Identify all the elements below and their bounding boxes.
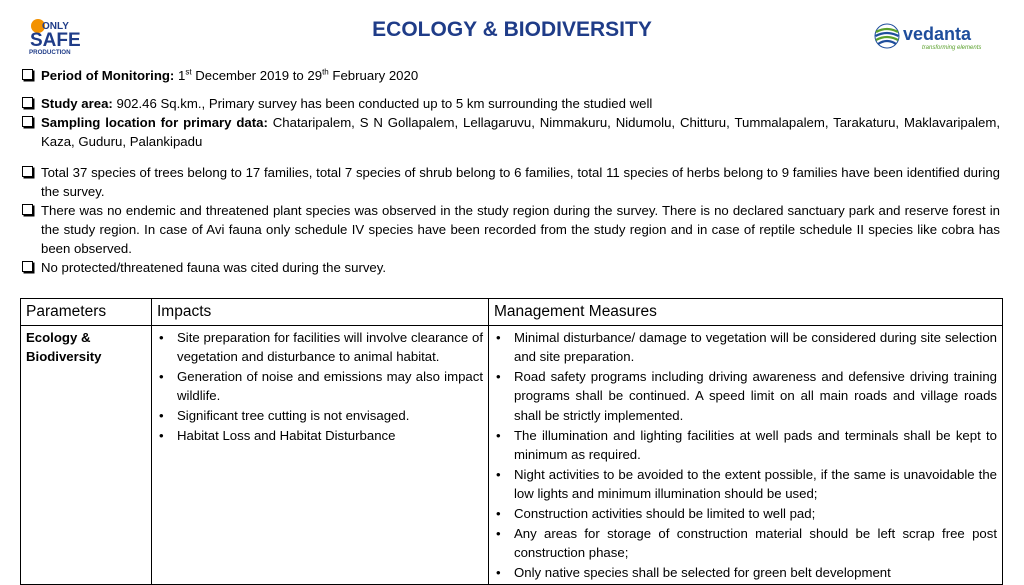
bullet-sampling-location — [22, 113, 1000, 151]
checkbox-bullet-icon — [22, 261, 33, 272]
measures-list — [494, 328, 997, 583]
measures-cell — [489, 325, 1003, 585]
header-parameters: Parameters — [21, 299, 152, 326]
period-start-day: 1 — [178, 68, 186, 83]
bullet-fauna — [22, 258, 1000, 277]
fauna-text: No protected/threatened fauna was cited during the survey. — [41, 260, 387, 275]
checkbox-bullet-icon — [22, 97, 33, 108]
measure-item: • Construction activities should be limited to well pad; — [494, 504, 997, 524]
period-middle: December 2019 to 29 — [191, 68, 323, 83]
vedanta-logo-graphic — [874, 22, 1004, 52]
measure-item: • Only native species shall be selected for green belt development — [494, 563, 997, 583]
measure-item: • Any areas for storage of construction material should be left scrap free post construction phase; — [494, 524, 997, 563]
header-impacts: Impacts — [152, 299, 489, 326]
measure-item: • Minimal disturbance/ damage to vegetation will be considered during site selection and site preparation. — [494, 328, 997, 367]
checkbox-bullet-icon — [22, 69, 33, 80]
sampling-label: Sampling location for primary data: — [41, 115, 268, 130]
bullet-species — [22, 163, 1000, 201]
impacts-list — [157, 328, 483, 446]
checkbox-bullet-icon — [22, 204, 33, 215]
measure-item: • Road safety programs including driving awareness and defensive driving training programs shall be continued. A speed limit on all main roads and village roads shall be strictly implemented. — [494, 367, 997, 426]
impacts-table — [20, 298, 1003, 585]
header-management-measures: Management Measures — [489, 299, 1003, 326]
vedanta-tagline: transforming elements — [922, 45, 982, 51]
period-label: Period of Monitoring: — [41, 68, 175, 83]
study-area-text: 902.46 Sq.km., Primary survey has been conducted up to 5 km surrounding the studied well — [112, 96, 653, 111]
vedanta-logo — [874, 22, 1004, 52]
summary-bullets — [22, 66, 1000, 277]
endemic-text: There was no endemic and threatened plant species was observed in the study region during the survey. There is no declared sanctuary park and reserve forest in the study region. In case of Avi fauna only schedule IV species have been recorded from the study region and in case of reptile schedule II species like cobra has been observed. — [41, 203, 1000, 256]
bullet-period — [22, 66, 1000, 85]
measure-item: • The illumination and lighting facilities at well pads and terminals shall be kept to minimum as required. — [494, 426, 997, 465]
period-end: February 2020 — [328, 68, 419, 83]
impact-item: • Site preparation for facilities will involve clearance of vegetation and disturbance to animal habitat. — [157, 328, 483, 367]
table-row — [21, 325, 1003, 585]
measure-item: • Night activities to be avoided to the extent possible, if the same is unavoidable the low lights and minimum illumination should be used; — [494, 465, 997, 504]
bullet-endemic — [22, 201, 1000, 258]
checkbox-bullet-icon — [22, 166, 33, 177]
logo-word-production: PRODUCTION — [29, 49, 71, 56]
sampling-text: Chataripalem, S N Gollapalem, Lellagaruvu, Nimmakuru, Nidumolu, Chitturu, Tummalapalem, Tarakaturu, Maklavaripalem, Kaza, Guduru, Palankipadu — [41, 115, 1000, 149]
vedanta-wordmark: vedanta — [903, 24, 972, 44]
study-area-label: Study area: — [41, 96, 113, 111]
species-text: Total 37 species of trees belong to 17 families, total 7 species of shrub belong to 6 families, total 11 species of herbs belong to 9 families have been identified during the survey. — [41, 165, 1000, 199]
row-label-ecology: Ecology & Biodiversity — [21, 325, 152, 585]
impact-item: • Significant tree cutting is not envisaged. — [157, 406, 483, 426]
logo-word-only: ONLY — [42, 21, 69, 32]
checkbox-bullet-icon — [22, 116, 33, 127]
impacts-cell — [152, 325, 489, 585]
bullet-study-area — [22, 94, 1000, 113]
vedanta-globe-icon — [875, 24, 899, 48]
period-start-suffix: st — [185, 67, 192, 77]
table-header-row — [21, 299, 1003, 326]
period-end-suffix: th — [322, 67, 329, 77]
logo-word-safe: SAFE — [30, 30, 81, 51]
impact-item: • Generation of noise and emissions may also impact wildlife. — [157, 367, 483, 406]
impact-item: • Habitat Loss and Habitat Disturbance — [157, 426, 483, 446]
page-title: ECOLOGY & BIODIVERSITY — [372, 18, 652, 41]
